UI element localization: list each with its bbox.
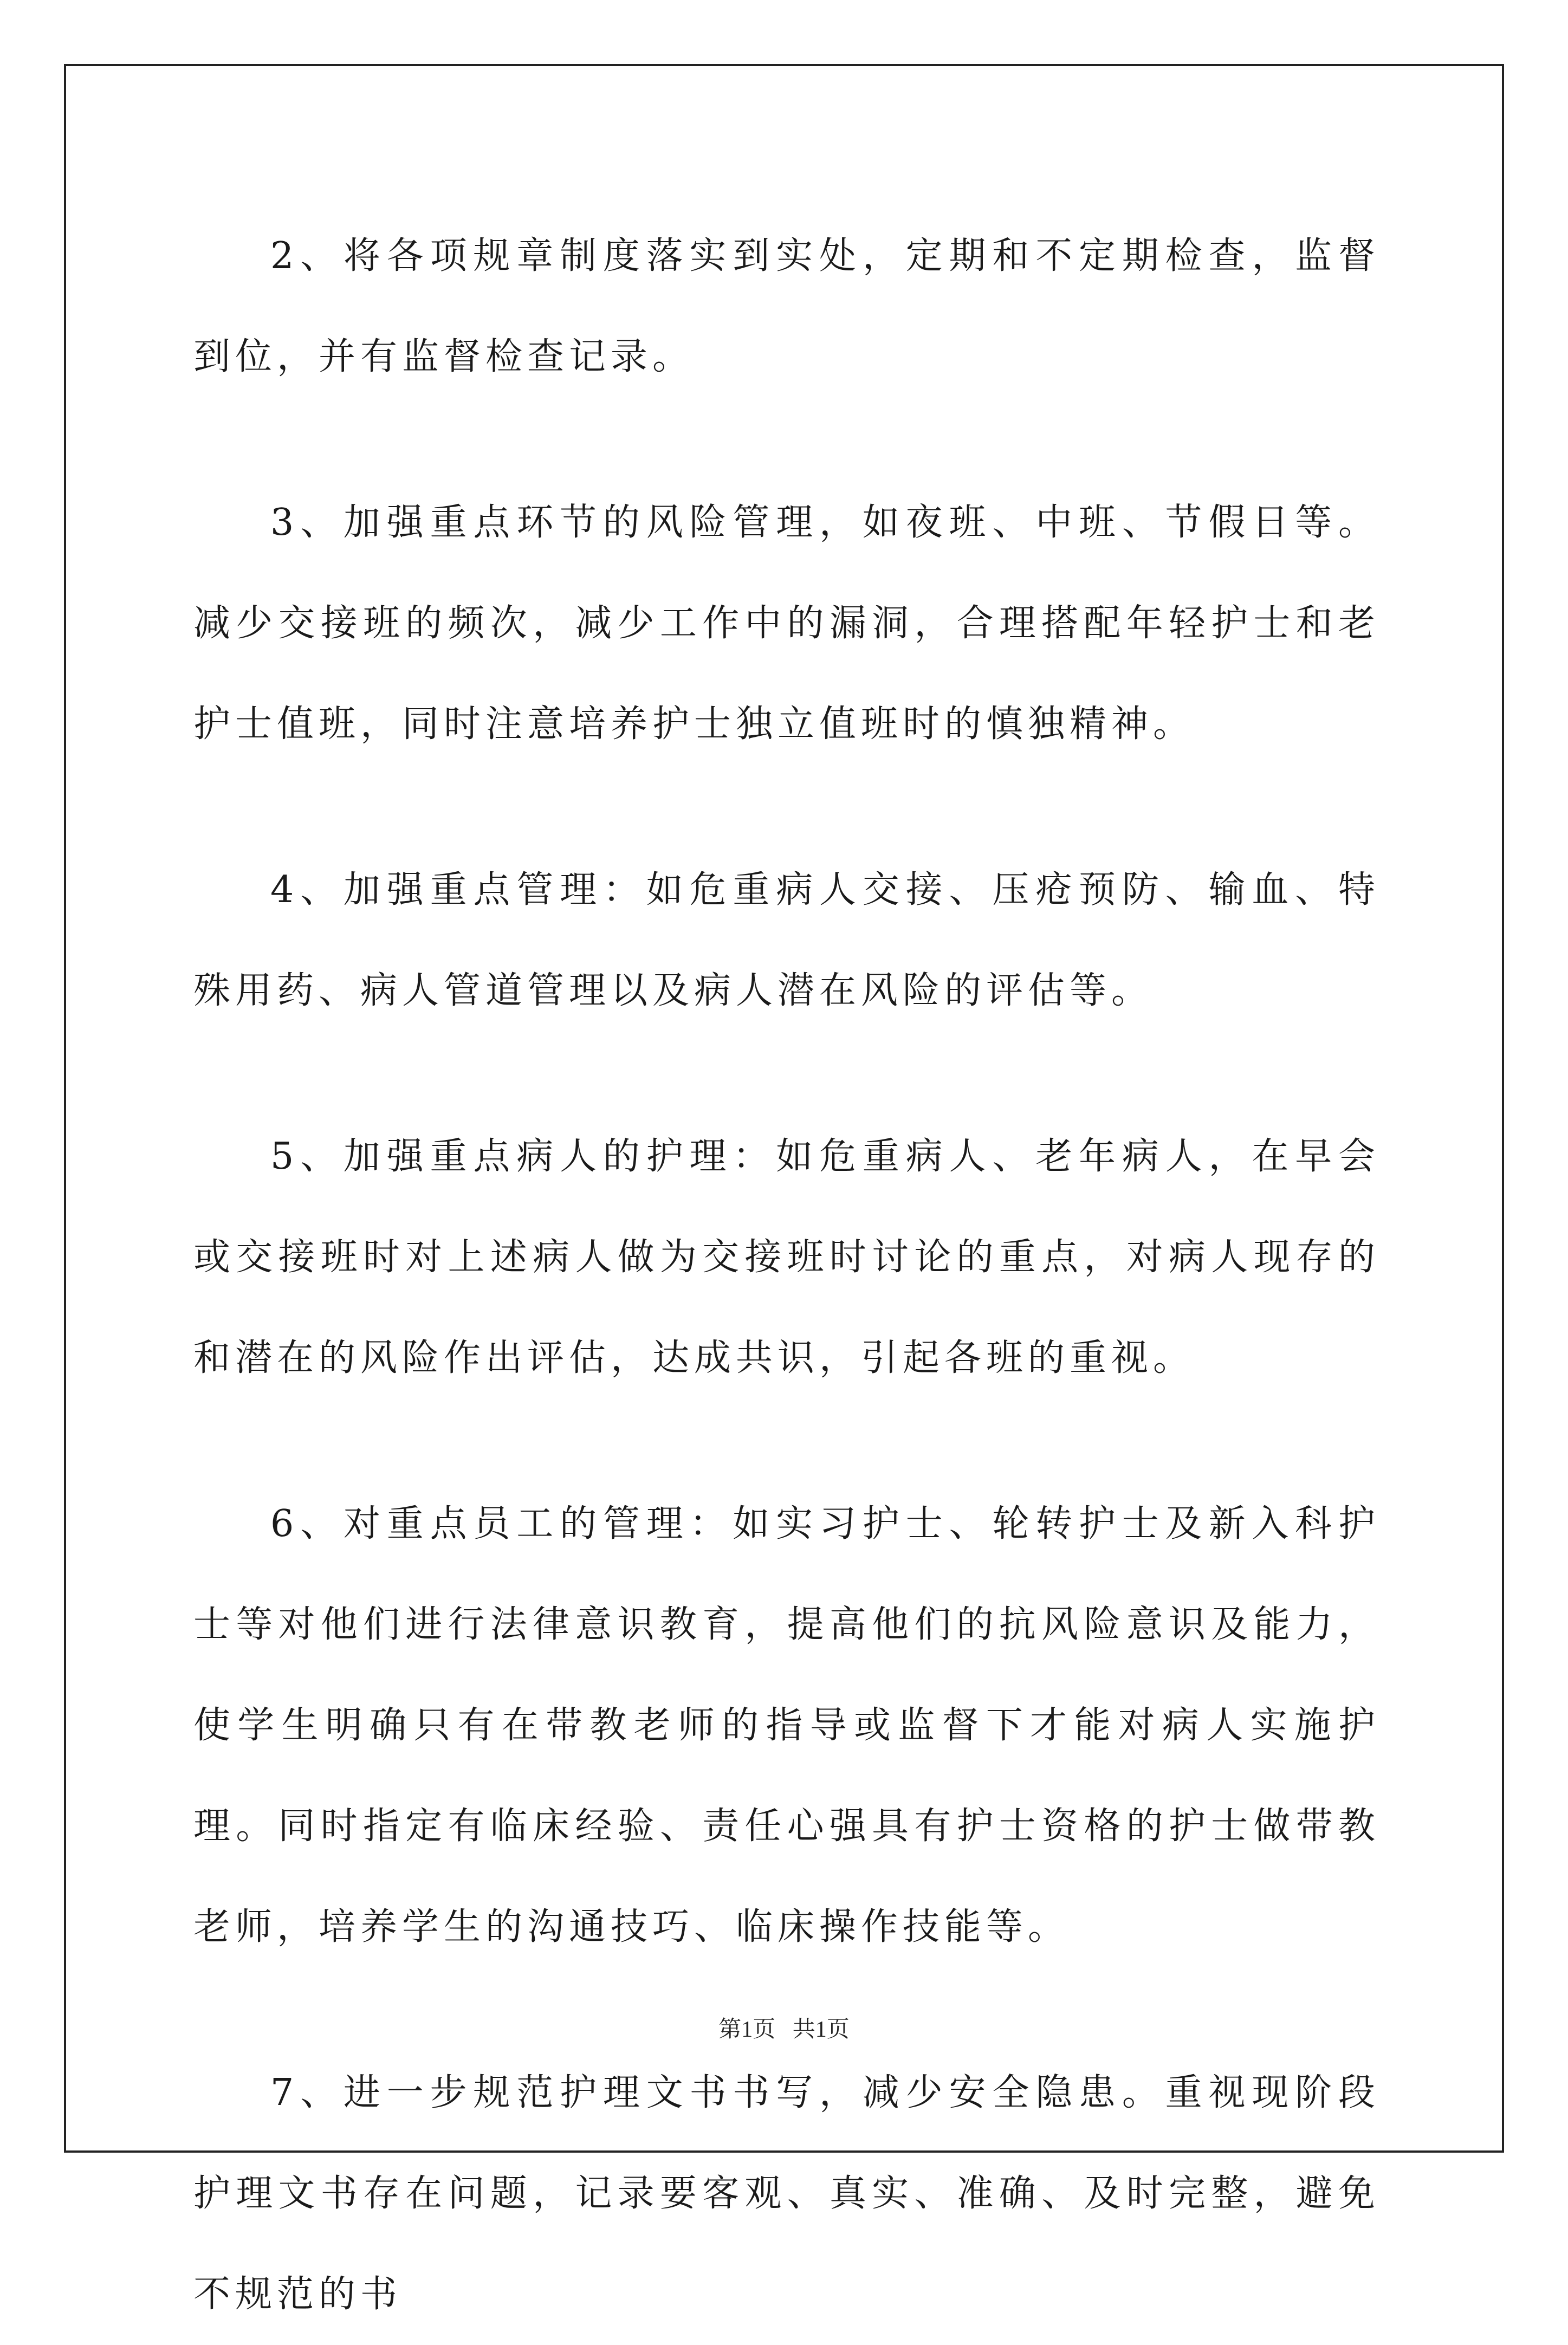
paragraph-item-3: 3、加强重点环节的风险管理，如夜班、中班、节假日等。减少交接班的频次，减少工作中的漏洞，合理搭配年轻护士和老护士值班，同时注意培养护士独立值班时的慎独精神。 — [193, 501, 1380, 746]
paragraph-item-4: 4、加强重点管理：如危重病人交接、压疮预防、输血、特殊用药、病人管道管理以及病人潜在风险的评估等。 — [193, 869, 1380, 1012]
paragraph-item-5: 5、加强重点病人的护理：如危重病人、老年病人，在早会或交接班时对上述病人做为交接班时讨论的重点，对病人现存的和潜在的风险作出评估，达成共识，引起各班的重视。 — [193, 1135, 1380, 1379]
paragraph-item-7: 7、进一步规范护理文书书写，减少安全隐患。重视现阶段护理文书存在问题，记录要客观、真实、准确、及时完整，避免不规范的书 — [193, 2071, 1380, 2316]
paragraph-item-2: 2、将各项规章制度落实到实处，定期和不定期检查，监督到位，并有监督检查记录。 — [193, 235, 1380, 378]
paragraph-item-6: 6、对重点员工的管理：如实习护士、轮转护士及新入科护士等对他们进行法律意识教育，提高他们的抗风险意识及能力，使学生明确只有在带教老师的指导或监督下才能对病人实施护理。同时指定有临床经验、责任心强具有护士资格的护士做带教老师，培养学生的沟通技巧、临床操作技能等。 — [193, 1502, 1380, 1948]
page-footer: 第1页 共1页 — [718, 2017, 850, 2042]
